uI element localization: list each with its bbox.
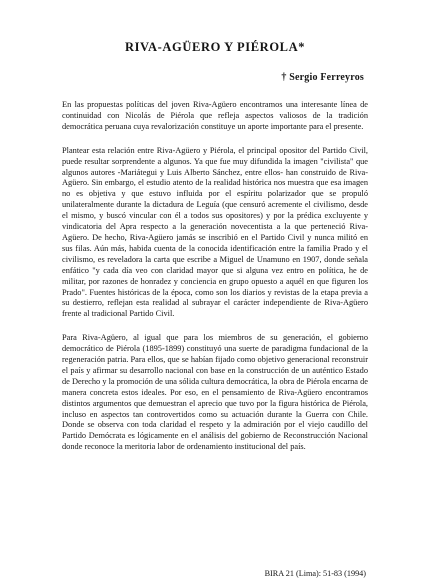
- article-body: [62, 100, 368, 466]
- body-paragraph-1: En las propuestas políticas del joven Riva-Agüero encontramos una interesante línea de continuidad con Nicolás de Piérola que refleja aspectos valiosos de la tradición democrática peruana cuya revalorización constituye un aporte importante para el presente.: [62, 100, 368, 131]
- body-paragraph-2: Plantear esta relación entre Riva-Agüero y Piérola, el principal opositor del Partido Civil, puede resultar sorprendente a algunos. Ya que fue muy difundida la imagen "civilista" que algunos autores -Mariátegui y Luis Alberto Sánchez, entre ellos- han construido de Riva-Agüero. Sin embargo, el estudio atento de la realidad histórica nos muestra que esa imagen no es objetiva y que estuvo influida por el espíritu polarizador que se propuló unilateralmente durante la dictadura de Leguía (que censuró acremente el civilismo, desde el mismo, y buscó vincular con él a todos sus opositores) y por la prédica excluyente y vindicatoria del Apra respecto a la generación novecentista a la que perteneció Riva-Agüero. De hecho, Riva-Agüero jamás se inscribió en el Partido Civil y nunca militó en sus filas. Aún más, habida cuenta de la conocida identificación entre la familia Prado y el civilismo, es reveladora la carta que escribe a Miguel de Unamuno en 1907, donde señala enfático "y cada día veo con claridad mayor que si alguna vez entro en política, he de militar, por razones de honradez y conciencia en grupo opuesto a aquél en que figuren los Prado". Fuentes históricas de la época, como son los diarios y revistas de la etapa previa a su destierro, reflejan esta realidad al subrayar el carácter independiente de Riva-Agüero frente al tradicional Partido Civil.: [62, 145, 368, 319]
- article-author: † Sergio Ferreyros: [281, 72, 364, 83]
- article-title: RIVA-AGÜERO Y PIÉROLA*: [124, 40, 306, 54]
- body-paragraph-3: Para Riva-Agüero, al igual que para los miembros de su generación, el gobierno democrático de Piérola (1895-1899) constituyó una suerte de paradigma fundacional de la regeneración patria. Para ellos, que se habían fijado como objetivo generacional reconstruir el país y afirmar su desarrollo nacional con base en la construcción de un auténtico Estado de Derecho y la promoción de una sólida cultura democrática, la obra de Piérola encarna de manera concreta estos ideales. Por eso, en el pensamiento de Riva-Agüero encontramos distintos argumentos que demuestran el aprecio que tuvo por la figura histórica de Piérola, incluso en aspectos tan controvertidos como su actuación durante la Guerra con Chile. Donde se observa con toda claridad el respeto y la admiración por el viejo caudillo del Partido Demócrata es lógicamente en el análisis del gobierno de Reconstrucción Nacional donde reconoce la meritoria labor de ordenamiento institucional del país.: [62, 333, 368, 452]
- journal-citation: BIRA 21 (Lima): 51-83 (1994): [264, 569, 366, 578]
